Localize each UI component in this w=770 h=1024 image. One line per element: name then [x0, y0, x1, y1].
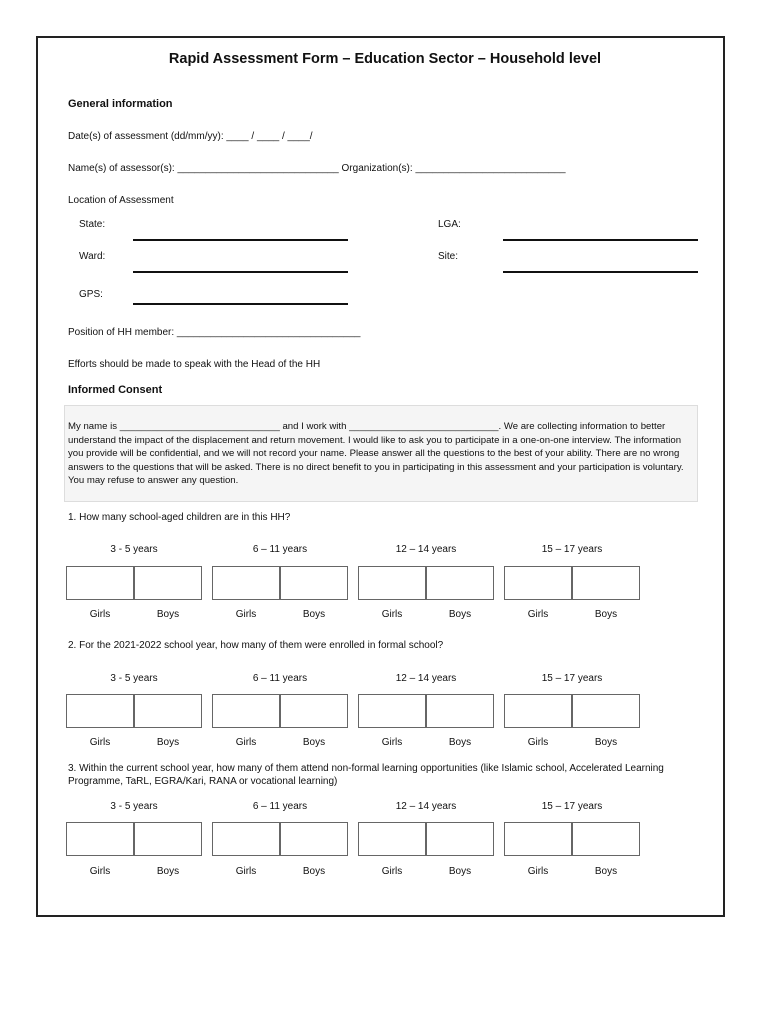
site-label: Site:: [438, 251, 459, 262]
efforts-note: Efforts should be made to speak with the Head of the HH: [68, 359, 321, 370]
q2-girls-3-5-input[interactable]: [66, 694, 134, 728]
q2-girls-label: Girls: [235, 737, 257, 748]
q3-age-group-label: 3 - 5 years: [110, 801, 158, 812]
question-3-text: 3. Within the current school year, how many of them attend non-formal learning opportunities (like Islamic school, Accelerated Learning Programme, TaRL, EGRA/Kari, RANA or vocational learning): [68, 763, 664, 787]
q1-girls-label: Girls: [89, 609, 111, 620]
q3-girls-15-17-input[interactable]: [504, 822, 572, 856]
q2-girls-label: Girls: [381, 737, 403, 748]
q3-girls-6-11-input[interactable]: [212, 822, 280, 856]
lga-label: LGA:: [438, 219, 461, 230]
q3-age-group-label: 12 – 14 years: [395, 801, 457, 812]
q3-girls-3-5-input[interactable]: [66, 822, 134, 856]
q2-age-group-label: 12 – 14 years: [395, 673, 457, 684]
q2-girls-label: Girls: [527, 737, 549, 748]
ward-field[interactable]: [133, 271, 348, 273]
q3-boys-12-14-input[interactable]: [426, 822, 494, 856]
q2-boys-label: Boys: [448, 737, 472, 748]
q3-boys-label: Boys: [594, 866, 618, 877]
q3-girls-label: Girls: [235, 866, 257, 877]
q1-boys-label: Boys: [594, 609, 618, 620]
q3-girls-label: Girls: [89, 866, 111, 877]
q2-boys-label: Boys: [594, 737, 618, 748]
q1-boys-15-17-input[interactable]: [572, 566, 640, 600]
q2-age-group-label: 6 – 11 years: [252, 673, 308, 684]
q2-boys-label: Boys: [302, 737, 326, 748]
q1-boys-12-14-input[interactable]: [426, 566, 494, 600]
q1-girls-label: Girls: [381, 609, 403, 620]
form-title: Rapid Assessment Form – Education Sector – Household level: [168, 51, 602, 67]
general-info-heading: General information: [68, 98, 173, 110]
q2-girls-12-14-input[interactable]: [358, 694, 426, 728]
state-label: State:: [79, 219, 106, 230]
q3-girls-12-14-input[interactable]: [358, 822, 426, 856]
q1-age-group-label: 12 – 14 years: [395, 544, 457, 555]
gps-field[interactable]: [133, 303, 348, 305]
q1-girls-15-17-input[interactable]: [504, 566, 572, 600]
state-field[interactable]: [133, 239, 348, 241]
q1-boys-6-11-input[interactable]: [280, 566, 348, 600]
q1-boys-3-5-input[interactable]: [134, 566, 202, 600]
q1-girls-label: Girls: [527, 609, 549, 620]
site-field[interactable]: [503, 271, 698, 273]
q1-girls-3-5-input[interactable]: [66, 566, 134, 600]
q3-boys-label: Boys: [448, 866, 472, 877]
q2-boys-12-14-input[interactable]: [426, 694, 494, 728]
q2-boys-label: Boys: [156, 737, 180, 748]
q3-age-group-label: 6 – 11 years: [252, 801, 308, 812]
q2-girls-15-17-input[interactable]: [504, 694, 572, 728]
q1-girls-6-11-input[interactable]: [212, 566, 280, 600]
assessor-organization-field[interactable]: Name(s) of assessor(s): _____________________________ Organization(s): ___________________________: [68, 163, 566, 174]
assessment-date-field[interactable]: Date(s) of assessment (dd/mm/yy): ____ / ____ / ____/: [68, 131, 313, 142]
consent-heading: Informed Consent: [68, 384, 163, 396]
hh-member-position-field[interactable]: Position of HH member: _________________________________: [68, 327, 361, 338]
q1-age-group-label: 15 – 17 years: [541, 544, 603, 555]
q1-age-group-label: 3 - 5 years: [110, 544, 158, 555]
q1-girls-label: Girls: [235, 609, 257, 620]
q2-boys-15-17-input[interactable]: [572, 694, 640, 728]
lga-field[interactable]: [503, 239, 698, 241]
q3-boys-15-17-input[interactable]: [572, 822, 640, 856]
q2-boys-6-11-input[interactable]: [280, 694, 348, 728]
q3-boys-label: Boys: [302, 866, 326, 877]
q2-girls-label: Girls: [89, 737, 111, 748]
q3-boys-3-5-input[interactable]: [134, 822, 202, 856]
q1-age-group-label: 6 – 11 years: [252, 544, 308, 555]
q2-boys-3-5-input[interactable]: [134, 694, 202, 728]
q2-girls-6-11-input[interactable]: [212, 694, 280, 728]
q3-girls-label: Girls: [527, 866, 549, 877]
q1-boys-label: Boys: [156, 609, 180, 620]
ward-label: Ward:: [79, 251, 106, 262]
q3-age-group-label: 15 – 17 years: [541, 801, 603, 812]
location-heading: Location of Assessment: [68, 195, 174, 206]
q1-boys-label: Boys: [448, 609, 472, 620]
q2-age-group-label: 15 – 17 years: [541, 673, 603, 684]
q3-girls-label: Girls: [381, 866, 403, 877]
question-1-text: 1. How many school-aged children are in this HH?: [68, 512, 291, 523]
q3-boys-label: Boys: [156, 866, 180, 877]
q2-age-group-label: 3 - 5 years: [110, 673, 158, 684]
gps-label: GPS:: [79, 289, 103, 300]
consent-text: My name is ______________________________ and I work with ____________________________. We are collecting information to better understand the impact of the displacement and return movement. I would like to ask you to participate in a one-on-one interview. The information you provide will be confidential, and we will not record your name. Please answer all the questions to the best of your ability. There are no wrong answers to the questions that will be asked. There is no direct benefit to you in participating in this assessment and your participation is voluntary. You may refuse to answer any question.: [68, 421, 684, 487]
question-2-text: 2. For the 2021-2022 school year, how many of them were enrolled in formal school?: [68, 640, 444, 651]
q1-girls-12-14-input[interactable]: [358, 566, 426, 600]
q1-boys-label: Boys: [302, 609, 326, 620]
q3-boys-6-11-input[interactable]: [280, 822, 348, 856]
